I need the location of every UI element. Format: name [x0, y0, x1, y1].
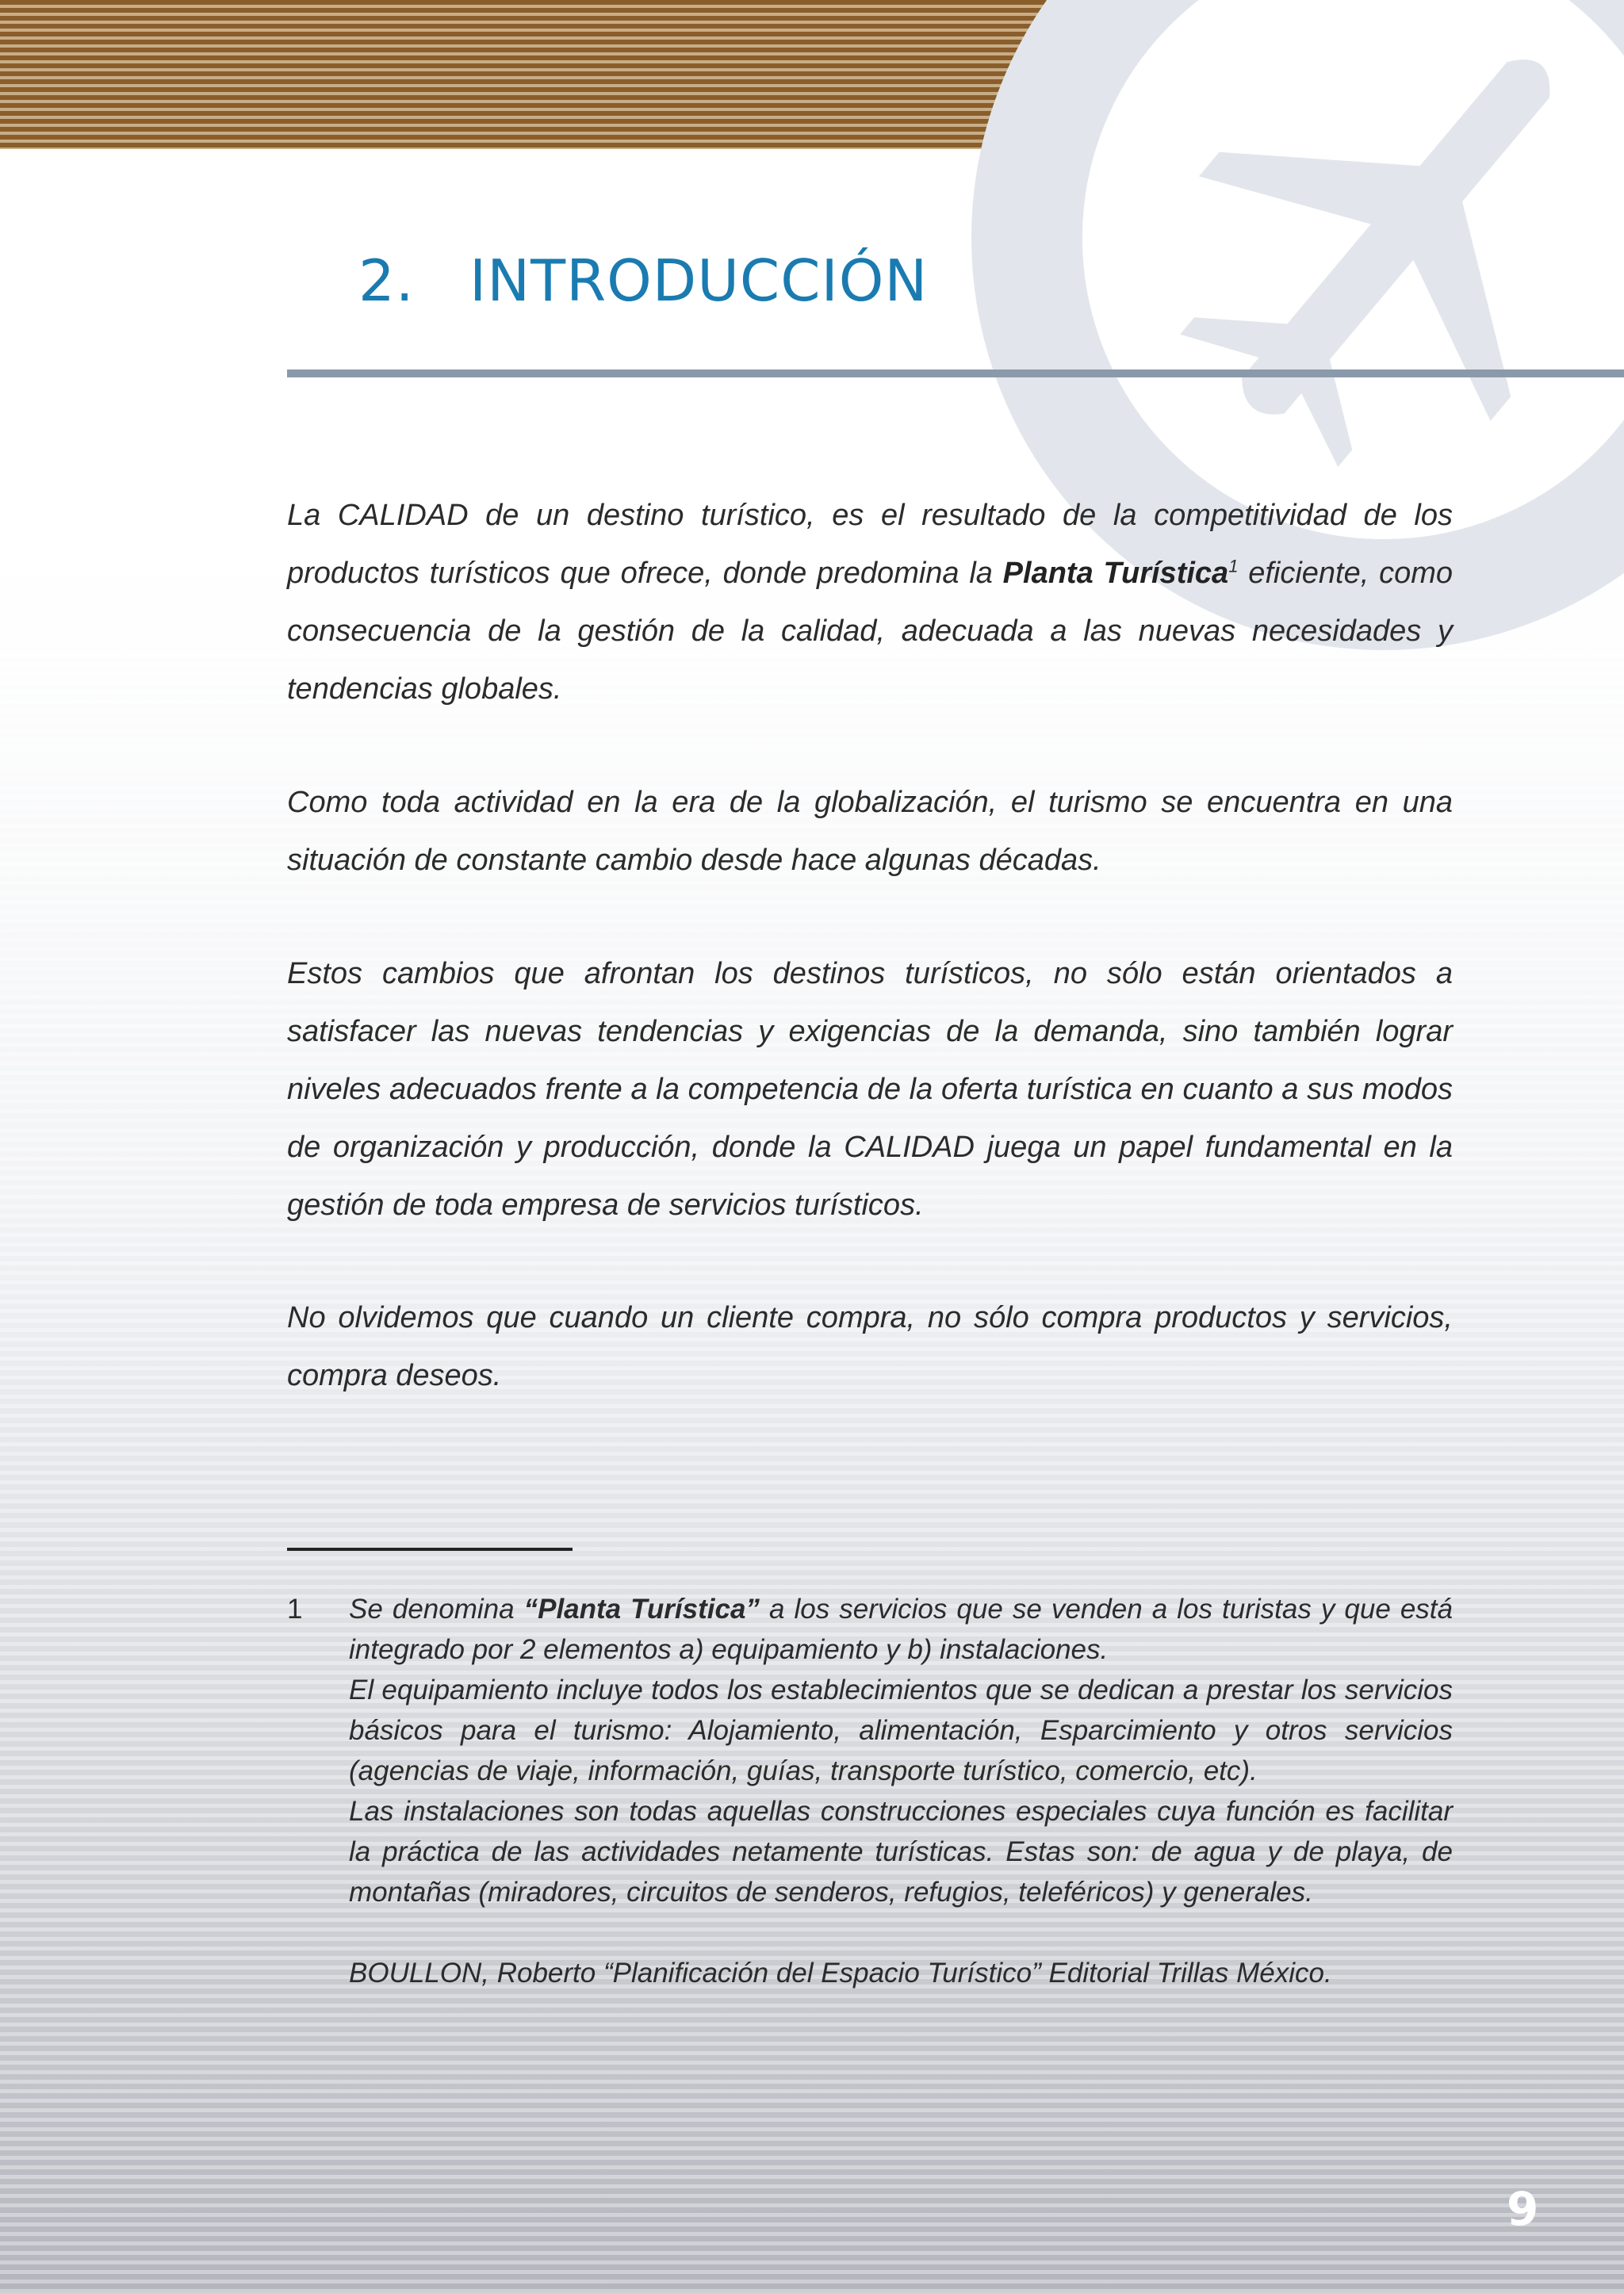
footnote-number: 1 — [287, 1594, 303, 1625]
footnote-para-3: Las instalaciones son todas aquellas construcciones especiales cuya función es facilitar la práctica de las actividades netamente turísticas. Estas son: de agua y de playa, de montañas (miradores, circuitos de senderos, refugios, teleféricos) y generales. — [349, 1796, 1453, 1908]
footnote-separator — [287, 1548, 573, 1551]
heading-rule — [287, 369, 1624, 377]
footnote-suffix: a los servicios que se venden a los turistas y que está integrado por 2 elementos a) equipamiento y b) instalaciones. — [349, 1594, 1453, 1665]
paragraph-2: Como toda actividad en la era de la globalización, el turismo se encuentra en una situación de constante cambio desde hace algunas décadas. — [287, 786, 1453, 877]
footnote — [287, 1589, 1453, 1993]
airplane-icon — [1107, 0, 1624, 530]
footnote-para-1 — [349, 1589, 1453, 1670]
section-title: INTRODUCCIÓN — [469, 247, 929, 314]
planta-turistica-term: Planta Turística — [1002, 557, 1229, 590]
paragraph-3: Estos cambios que afrontan los destinos turísticos, no sólo están orientados a satisfacer las nuevas tendencias y exigencias de la demanda, sino también lograr niveles adecuados frente a la competencia de la oferta turística en cuanto a sus modos de organización y producción, donde la CALIDAD juega un papel fundamental en la gestión de toda empresa de servicios turísticos. — [287, 957, 1453, 1222]
section-heading — [358, 247, 928, 314]
footnote-ref: 1 — [1228, 556, 1239, 576]
paragraph-1-text-end: eficiente, como consecuencia de la gestión de la calidad, adecuada a las nuevas necesidades y tendencias globales. — [287, 557, 1453, 706]
paragraph-4: No olvidemos que cuando un cliente compra, no sólo compra productos y servicios, compra deseos. — [287, 1301, 1453, 1392]
footnote-para-2: El equipamiento incluye todos los establecimientos que se dedican a prestar los servicios básicos para el turismo: Alojamiento, alimentación, Esparcimiento y otros servicios (agencias de viaje, información, guías, transporte turístico, comercio, etc). — [349, 1675, 1453, 1786]
paragraph-1 — [287, 487, 1453, 718]
section-number: 2. — [358, 247, 415, 314]
footnote-citation: BOULLON, Roberto “Planificación del Espacio Turístico” Editorial Trillas México. — [349, 1958, 1332, 1989]
paragraph-1-text: La CALIDAD de un destino turístico, es el resultado de la competitividad de los productos turísticos que ofrece, donde predomina la — [287, 499, 1453, 590]
footnote-term: “Planta Turística” — [523, 1594, 760, 1625]
footnote-prefix: Se denomina — [349, 1594, 524, 1625]
footnote-body — [349, 1589, 1453, 1993]
page-number: 9 — [1507, 2182, 1539, 2236]
